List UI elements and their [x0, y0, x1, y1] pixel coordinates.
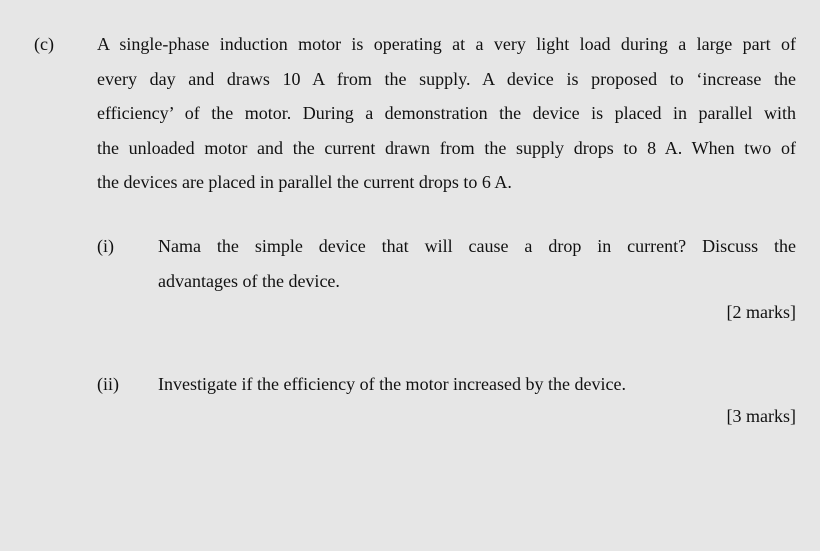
part-ii-text — [158, 367, 796, 402]
stem-line: A single-phase induction motor is operating at a very light load during a large part of — [97, 34, 796, 54]
part-ii-label: (ii) — [97, 374, 119, 394]
stem-line: the devices are placed in parallel the current drops to 6 A. — [97, 172, 512, 192]
stem-line: every day and draws 10 A from the supply. A device is proposed to ‘increase the — [97, 68, 796, 89]
stem-line: the unloaded motor and the current drawn from the supply drops to 8 A. When two of — [97, 137, 796, 158]
part-i-marks: [2 marks] — [726, 302, 796, 322]
part-i-line: Nama the simple device that will cause a drop in current? Discuss the — [158, 236, 796, 256]
part-ii-line: Investigate if the efficiency of the motor increased by the device. — [158, 374, 626, 394]
stem-line: efficiency’ of the motor. During a demonstration the device is placed in parallel with — [97, 103, 796, 123]
part-i-line: advantages of the device. — [158, 271, 340, 291]
part-i-text — [158, 229, 796, 299]
part-i-label: (i) — [97, 236, 114, 256]
question-stem — [97, 27, 796, 200]
part-ii-marks: [3 marks] — [726, 406, 796, 426]
question-label: (c) — [34, 34, 54, 54]
